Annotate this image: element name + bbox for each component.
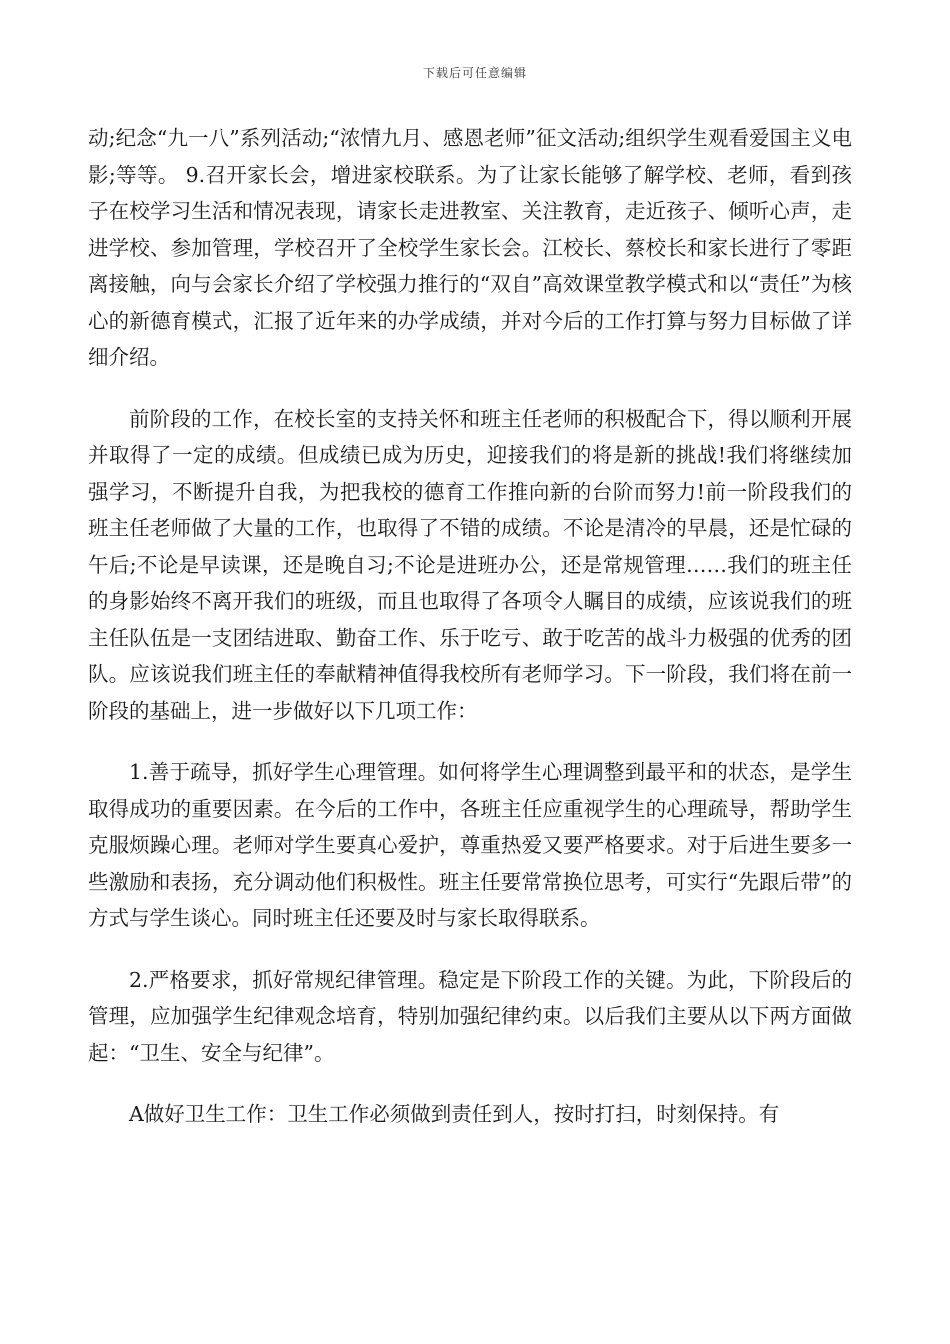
paragraph-3: 1.善于疏导，抓好学生心理管理。如何将学生心理调整到最平和的状态，是学生取得成功的重要因素。在今后的工作中，各班主任应重视学生的心理疏导，帮助学生克服烦躁心理。老师对学生要真心爱护，尊重热爱又要严格要求。对于后进生要多一些激励和表扬，充分调动他们积极性。班主任要常常换位思考，可实行“先跟后带”的方式与学生谈心。同时班主任还要及时与家长取得联系。: [88, 760, 852, 930]
paragraph-1: 动;纪念“九一八”系列活动;“浓情九月、感恩老师”征文活动;组织学生观看爱国主义电影;等等。 9.召开家长会，增进家校联系。为了让家长能够了解学校、老师，看到孩子在校学习生活和情况表现，请家长走进教室、关注教育，走近孩子、倾听心声，走进学校、参加管理，学校召开了全校学生家长会。江校长、蔡校长和家长进行了零距离接触，向与会家长介绍了学校强力推行的“双自”高效课堂教学模式和以“责任”为核心的新德育模式，汇报了近年来的办学成绩，并对今后的工作打算与努力目标做了详细介绍。: [88, 126, 852, 369]
paragraph-5: A做好卫生工作：卫生工作必须做到责任到人，按时打扫，时刻保持。有: [129, 1102, 780, 1126]
paragraph-4: 2.严格要求，抓好常规纪律管理。稳定是下阶段工作的关键。为此，下阶段后的管理，应加强学生纪律观念培育，特别加强纪律约束。以后我们主要从以下两方面做起：“卫生、安全与纪律”。: [88, 967, 852, 1065]
paragraph-2: 前阶段的工作，在校长室的支持关怀和班主任老师的积极配合下，得以顺利开展并取得了一定的成绩。但成绩已成为历史，迎接我们的将是新的挑战!我们将继续加强学习，不断提升自我，为把我校的德育工作推向新的台阶而努力!前一阶段我们的班主任老师做了大量的工作，也取得了不错的成绩。不论是清冷的早晨，还是忙碌的午后;不论是早读课，还是晚自习;不论是进班办公，还是常规管理……我们的班主任的身影始终不离开我们的班级，而且也取得了各项令人瞩目的成绩，应该说我们的班主任队伍是一支团结进取、勤奋工作、乐于吃亏、敢于吃苦的战斗力极强的优秀的团队。应该说我们班主任的奉献精神值得我校所有老师学习。下一阶段，我们将在前一阶段的基础上，进一步做好以下几项工作：: [88, 406, 852, 723]
page-header: 下载后可任意编辑: [422, 66, 527, 80]
document-body: [88, 120, 852, 1133]
